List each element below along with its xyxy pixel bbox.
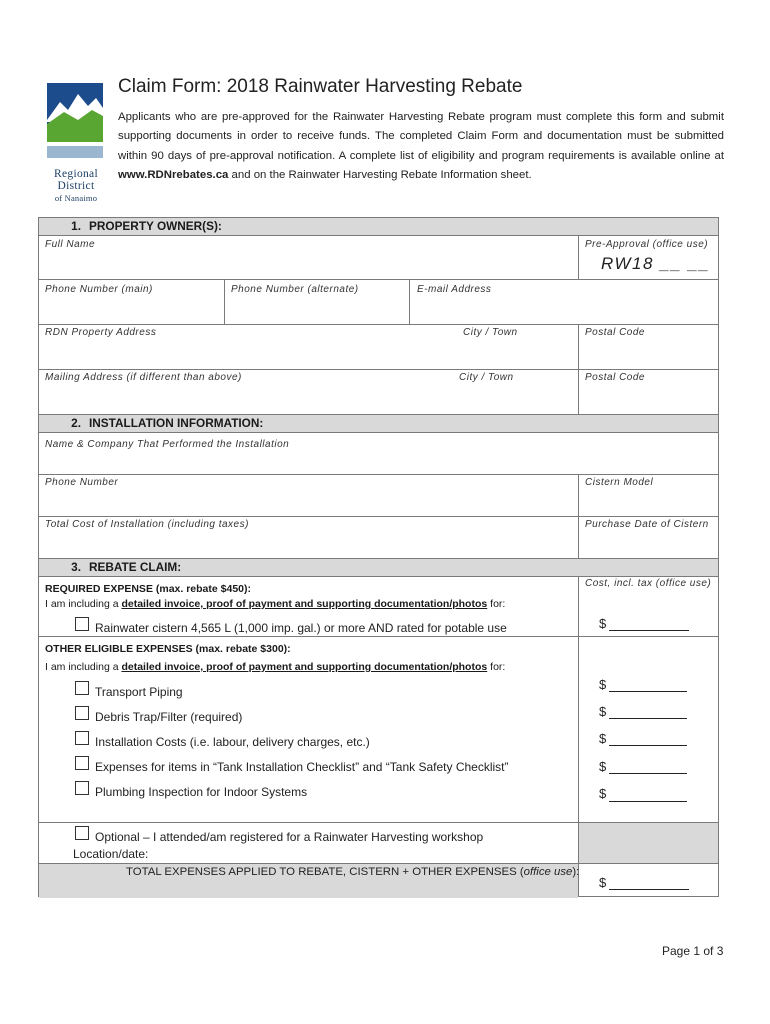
- workshop-checkbox[interactable]: [75, 826, 89, 840]
- debris-trap-amount-field[interactable]: [609, 718, 687, 719]
- property-city-label: City / Town: [463, 327, 518, 338]
- other-including-prefix: I am including a: [45, 661, 122, 673]
- installer-phone-label: Phone Number: [45, 477, 119, 488]
- phone-alt-label: Phone Number (alternate): [231, 284, 359, 295]
- cistern-amount-field[interactable]: [609, 630, 689, 631]
- cost-header-label: Cost, incl. tax (office use): [585, 578, 712, 589]
- intro-text: Applicants who are pre-approved for the Rainwater Harvesting Rebate program must complete this form and submit supporting documents in order to receive funds. The completed Claim Form and documentation must be submitted within 90 days of pre-approval notification. A complete list of eligibility and program requirements is available online at: [118, 111, 724, 162]
- page-title: Claim Form: 2018 Rainwater Harvesting Rebate: [118, 76, 523, 97]
- intro-paragraph: [118, 108, 724, 186]
- location-date-label: Location/date:: [73, 847, 149, 861]
- other-including-docs: detailed invoice, proof of payment and supporting documentation/photos: [121, 661, 488, 673]
- debris-trap-checkbox[interactable]: [75, 706, 89, 720]
- total-dollar: $: [599, 875, 607, 890]
- purchase-date-label: Purchase Date of Cistern: [585, 519, 709, 530]
- cistern-model-label: Cistern Model: [585, 477, 654, 488]
- other-item-label: Expenses for items in “Tank Installation Checklist” and “Tank Safety Checklist”: [95, 760, 509, 774]
- section-3-number: 3.: [71, 560, 81, 574]
- logo-line-2: District: [57, 180, 95, 192]
- mailing-address-label: Mailing Address (if different than above): [45, 372, 242, 383]
- other-item-label: Debris Trap/Filter (required): [95, 710, 243, 724]
- section-3-title: REBATE CLAIM:: [89, 560, 182, 574]
- total-amount-field[interactable]: [609, 889, 689, 890]
- required-including-text: [45, 598, 505, 610]
- total-label-text: TOTAL EXPENSES APPLIED TO REBATE, CISTERN + OTHER EXPENSES (: [126, 866, 524, 878]
- transport-piping-checkbox[interactable]: [75, 681, 89, 695]
- other-item-dollar: $: [599, 759, 607, 774]
- pre-approval-label: Pre-Approval (office use): [585, 239, 709, 250]
- logo-line-3: of Nanaimo: [54, 193, 98, 203]
- property-address-label: RDN Property Address: [45, 327, 157, 338]
- section-2-number: 2.: [71, 416, 81, 430]
- other-including-suffix: for:: [487, 661, 506, 673]
- plumbing-inspection-checkbox[interactable]: [75, 781, 89, 795]
- page-number: Page 1 of 3: [662, 944, 724, 958]
- installation-costs-amount-field[interactable]: [609, 745, 687, 746]
- tank-checklist-checkbox[interactable]: [75, 756, 89, 770]
- section-1-title: PROPERTY OWNER(S):: [89, 219, 222, 233]
- cistern-dollar: $: [599, 616, 607, 631]
- cistern-item-label: Rainwater cistern 4,565 L (1,000 imp. gal.) or more AND rated for potable use: [95, 621, 507, 635]
- rdn-rebates-link[interactable]: www.RDNrebates.ca: [118, 169, 229, 182]
- other-item-label: Plumbing Inspection for Indoor Systems: [95, 785, 308, 799]
- mailing-city-label: City / Town: [459, 372, 514, 383]
- required-including-prefix: I am including a: [45, 598, 122, 610]
- section-2-header: [39, 415, 718, 432]
- workshop-office-cell: [579, 823, 718, 863]
- required-expense-title: REQUIRED EXPENSE (max. rebate $450):: [45, 583, 251, 595]
- total-expenses-label: [126, 866, 579, 878]
- logo-line-1: Regional: [54, 168, 98, 180]
- section-1-number: 1.: [71, 219, 81, 233]
- logo-wordmark: [44, 168, 108, 204]
- installer-label: Name & Company That Performed the Installation: [45, 439, 290, 450]
- total-office-use: office use: [523, 866, 573, 878]
- full-name-label: Full Name: [45, 239, 96, 250]
- intro-text-end: and on the Rainwater Harvesting Rebate Information sheet.: [228, 169, 532, 182]
- email-label: E-mail Address: [417, 284, 492, 295]
- other-item-dollar: $: [599, 704, 607, 719]
- required-including-docs: detailed invoice, proof of payment and supporting documentation/photos: [121, 598, 488, 610]
- other-item-dollar: $: [599, 677, 607, 692]
- logo-water: [47, 146, 103, 158]
- pre-approval-number: RW18 __ __: [601, 254, 711, 273]
- other-item-dollar: $: [599, 786, 607, 801]
- claim-form: [38, 217, 719, 897]
- installation-costs-checkbox[interactable]: [75, 731, 89, 745]
- plumbing-inspection-amount-field[interactable]: [609, 801, 687, 802]
- other-item-label: Transport Piping: [95, 685, 183, 699]
- property-postal-label: Postal Code: [585, 327, 645, 338]
- transport-piping-amount-field[interactable]: [609, 691, 687, 692]
- section-3-header: [39, 559, 718, 576]
- other-item-label: Installation Costs (i.e. labour, delivery charges, etc.): [95, 735, 370, 749]
- total-cost-label: Total Cost of Installation (including taxes): [45, 519, 249, 530]
- tank-checklist-amount-field[interactable]: [609, 773, 687, 774]
- section-2-title: INSTALLATION INFORMATION:: [89, 416, 264, 430]
- other-including-text: [45, 661, 505, 673]
- other-item-dollar: $: [599, 731, 607, 746]
- other-expenses-title: OTHER ELIGIBLE EXPENSES (max. rebate $300):: [45, 643, 291, 655]
- total-label-end: ):: [572, 866, 580, 878]
- section-1-header: [39, 218, 718, 235]
- required-including-suffix: for:: [487, 598, 506, 610]
- phone-main-label: Phone Number (main): [45, 284, 153, 295]
- workshop-label: Optional – I attended/am registered for a Rainwater Harvesting workshop: [95, 830, 484, 844]
- cistern-checkbox[interactable]: [75, 617, 89, 631]
- mailing-postal-label: Postal Code: [585, 372, 645, 383]
